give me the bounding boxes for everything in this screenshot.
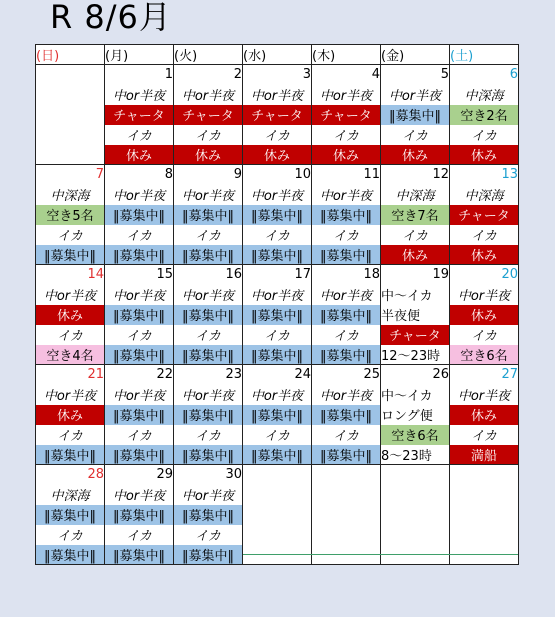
empty-cell [243, 485, 312, 505]
date-number: 2 [174, 65, 243, 85]
status-boshu: ‖募集中‖ [105, 345, 174, 365]
status-boshu: ‖募集中‖ [312, 205, 381, 225]
day-status-row [36, 345, 519, 365]
trip-type-label: 中or半夜 [174, 185, 243, 205]
trip-type-label: 中or半夜 [105, 185, 174, 205]
trip-type-label: 中or半夜 [312, 85, 381, 105]
date-number: 20 [450, 265, 519, 285]
trip-type-label: 中or半夜 [312, 385, 381, 405]
calendar-grid [35, 44, 519, 565]
trip-type-label: 中or半夜 [243, 85, 312, 105]
status-boshu: ‖募集中‖ [312, 345, 381, 365]
status-yasumi: 休み [450, 305, 519, 325]
status-yasumi: 休み [174, 145, 243, 165]
trip-type-label: イカ [174, 325, 243, 345]
night-status-row [36, 405, 519, 425]
night-trip-row [36, 285, 519, 305]
trip-type-label: イカ [450, 225, 519, 245]
trip-type-label: イカ [36, 225, 105, 245]
status-boshu: ‖募集中‖ [36, 505, 105, 525]
date-number: 21 [36, 365, 105, 385]
trip-type-label: イカ [174, 225, 243, 245]
empty-cell [36, 125, 105, 145]
status-chaata: チャータ [312, 105, 381, 125]
trip-type-label: イカ [174, 125, 243, 145]
status-chaata: チャータ [105, 105, 174, 125]
date-row [36, 365, 519, 385]
weekday-header-thu: (木) [312, 45, 381, 65]
status-boshu: ‖募集中‖ [174, 405, 243, 425]
date-number: 17 [243, 265, 312, 285]
trip-type-label: イカ [174, 425, 243, 445]
trip-type-label: イカ [105, 425, 174, 445]
date-number: 11 [312, 165, 381, 185]
trip-type-label: 中or半夜 [450, 385, 519, 405]
trip-type-label: イカ [312, 225, 381, 245]
empty-date-cell [312, 465, 381, 485]
trip-type-label: 中or半夜 [243, 285, 312, 305]
date-number: 15 [105, 265, 174, 285]
status-aki: 空き6名 [381, 425, 450, 445]
trip-type-label: イカ [450, 125, 519, 145]
trip-type-label: イカ [243, 125, 312, 145]
trip-type-label: 中or半夜 [312, 185, 381, 205]
trip-type-label: イカ [450, 325, 519, 345]
status-boshu: ‖募集中‖ [36, 445, 105, 465]
status-boshu: ‖募集中‖ [243, 345, 312, 365]
status-boshu: ‖募集中‖ [243, 305, 312, 325]
status-boshu: ‖募集中‖ [174, 205, 243, 225]
empty-cell [381, 525, 450, 545]
status-manzen: 満船 [450, 445, 519, 465]
status-boshu: ‖募集中‖ [174, 445, 243, 465]
status-boshu: ‖募集中‖ [312, 305, 381, 325]
status-boshu: ‖募集中‖ [243, 445, 312, 465]
status-boshu: ‖募集中‖ [105, 205, 174, 225]
trip-type-label: イカ [381, 125, 450, 145]
status-plain: 半夜便 [381, 305, 450, 325]
trip-type-label: 中or半夜 [36, 385, 105, 405]
trip-type-label: 中or半夜 [312, 285, 381, 305]
trip-type-label: イカ [105, 125, 174, 145]
status-aki: 空き5名 [36, 205, 105, 225]
trip-type-label: 中深海 [450, 185, 519, 205]
weekday-header-row [36, 45, 519, 65]
date-number: 9 [174, 165, 243, 185]
empty-date-cell [450, 465, 519, 485]
status-chaata: チャータ [174, 105, 243, 125]
trip-type-label: イカ [312, 125, 381, 145]
trip-type-label: イカ [105, 525, 174, 545]
status-boshu: ‖募集中‖ [105, 445, 174, 465]
date-number: 16 [174, 265, 243, 285]
night-status-row [36, 105, 519, 125]
date-number: 5 [381, 65, 450, 85]
date-number: 1 [105, 65, 174, 85]
status-boshu: ‖募集中‖ [105, 545, 174, 565]
status-boshu: ‖募集中‖ [36, 245, 105, 265]
empty-cell [36, 105, 105, 125]
weekday-header-sun: (日) [36, 45, 105, 65]
night-trip-row [36, 85, 519, 105]
trip-type-label: イカ [243, 325, 312, 345]
date-number: 6 [450, 65, 519, 85]
empty-date-cell [381, 465, 450, 485]
trip-type-label: 中or半夜 [174, 485, 243, 505]
status-boshu: ‖募集中‖ [243, 245, 312, 265]
status-chaata: チャータ [243, 105, 312, 125]
trip-type-label: イカ [36, 325, 105, 345]
night-status-row [36, 305, 519, 325]
trip-type-label: 中深海 [36, 485, 105, 505]
trip-type-label: 中or半夜 [381, 85, 450, 105]
day-trip-row [36, 525, 519, 545]
day-status-row [36, 445, 519, 465]
status-plain: ロング便 [381, 405, 450, 425]
status-yasumi: 休み [450, 405, 519, 425]
status-yasumi: 休み [36, 305, 105, 325]
trip-type-label: 中or半夜 [105, 85, 174, 105]
status-aki: 空き7名 [381, 205, 450, 225]
status-yasumi: 休み [105, 145, 174, 165]
date-number: 13 [450, 165, 519, 185]
status-yasumi: 休み [450, 145, 519, 165]
status-boshu: ‖募集中‖ [174, 505, 243, 525]
status-boshu: ‖募集中‖ [381, 105, 450, 125]
empty-cell [381, 505, 450, 525]
date-number: 22 [105, 365, 174, 385]
status-boshu: ‖募集中‖ [105, 405, 174, 425]
trip-type-label: 中or半夜 [105, 285, 174, 305]
status-boshu: ‖募集中‖ [243, 205, 312, 225]
status-yasumi: 休み [243, 145, 312, 165]
weekday-header-fri: (金) [381, 45, 450, 65]
date-number: 29 [105, 465, 174, 485]
day-trip-row [36, 225, 519, 245]
date-number: 30 [174, 465, 243, 485]
trip-type-label: 中深海 [381, 185, 450, 205]
date-number: 26 [381, 365, 450, 385]
date-number: 3 [243, 65, 312, 85]
trip-type-label: イカ [36, 525, 105, 545]
day-trip-row [36, 325, 519, 345]
trip-type-label: 中or半夜 [243, 385, 312, 405]
trip-type-label: 中or半夜 [243, 185, 312, 205]
trip-type-label: イカ [243, 225, 312, 245]
trip-type-label: イカ [312, 325, 381, 345]
status-boshu: ‖募集中‖ [36, 545, 105, 565]
night-trip-row [36, 185, 519, 205]
empty-cell [381, 485, 450, 505]
status-boshu: ‖募集中‖ [174, 545, 243, 565]
weekday-header-mon: (月) [105, 45, 174, 65]
trip-type-label: 中or半夜 [105, 385, 174, 405]
empty-cell [450, 525, 519, 545]
trip-type-label: イカ [243, 425, 312, 445]
status-boshu: ‖募集中‖ [105, 245, 174, 265]
date-number: 19 [381, 265, 450, 285]
status-akipink: 空き4名 [36, 345, 105, 365]
status-yasumi: 休み [450, 245, 519, 265]
date-number: 23 [174, 365, 243, 385]
empty-cell [312, 525, 381, 545]
status-yasumi: 休み [36, 405, 105, 425]
trip-type-label: 中or半夜 [174, 285, 243, 305]
empty-cell [450, 505, 519, 525]
trip-type-label: イカ [450, 425, 519, 445]
status-akipink: 空き6名 [450, 345, 519, 365]
trip-type-label: 中深海 [450, 85, 519, 105]
empty-cell [36, 145, 105, 165]
status-chaata: チャータ [381, 325, 450, 345]
trip-type-label: イカ [36, 425, 105, 445]
empty-cell [243, 505, 312, 525]
night-trip-row [36, 485, 519, 505]
status-yasumi: 休み [381, 245, 450, 265]
weekday-header-sat: (土) [450, 45, 519, 65]
status-boshu: ‖募集中‖ [174, 245, 243, 265]
date-row [36, 265, 519, 285]
trip-type-label: 中～イカ [381, 285, 450, 305]
trip-type-label: イカ [174, 525, 243, 545]
date-row [36, 465, 519, 485]
weekday-header-wed: (水) [243, 45, 312, 65]
night-status-row [36, 205, 519, 225]
day-status-row [36, 245, 519, 265]
date-number: 28 [36, 465, 105, 485]
trip-type-label: イカ [381, 225, 450, 245]
trip-type-label: 中or半夜 [174, 385, 243, 405]
empty-cell [312, 505, 381, 525]
trip-type-label: 中～イカ [381, 385, 450, 405]
date-number: 8 [105, 165, 174, 185]
date-number: 12 [381, 165, 450, 185]
status-yasumi: 休み [312, 145, 381, 165]
night-trip-row [36, 385, 519, 405]
night-status-row [36, 505, 519, 525]
trip-type-label: 中or半夜 [105, 485, 174, 505]
calendar-title: R 8/6月 [50, 0, 172, 36]
trip-type-label: 中or半夜 [450, 285, 519, 305]
status-plain: 12～23時 [381, 345, 450, 365]
trip-type-label: イカ [105, 325, 174, 345]
empty-date-cell [36, 65, 105, 85]
date-row [36, 65, 519, 85]
day-status-row [36, 145, 519, 165]
weekday-header-tue: (火) [174, 45, 243, 65]
status-aki: 空き2名 [450, 105, 519, 125]
date-number: 25 [312, 365, 381, 385]
green-line-divider [243, 554, 518, 555]
trip-type-label: 中深海 [36, 185, 105, 205]
empty-cell [450, 485, 519, 505]
status-boshu: ‖募集中‖ [312, 445, 381, 465]
trip-type-label: 中or半夜 [36, 285, 105, 305]
status-plain: 8～23時 [381, 445, 450, 465]
status-yasumi: 休み [381, 145, 450, 165]
status-boshu: ‖募集中‖ [105, 305, 174, 325]
trip-type-label: 中or半夜 [174, 85, 243, 105]
date-number: 4 [312, 65, 381, 85]
date-number: 7 [36, 165, 105, 185]
status-boshu: ‖募集中‖ [174, 305, 243, 325]
date-number: 10 [243, 165, 312, 185]
empty-cell [312, 485, 381, 505]
status-boshu: ‖募集中‖ [312, 245, 381, 265]
day-trip-row [36, 125, 519, 145]
date-row [36, 165, 519, 185]
empty-date-cell [243, 465, 312, 485]
status-chaata: チャータ [450, 205, 519, 225]
status-boshu: ‖募集中‖ [312, 405, 381, 425]
trip-type-label: イカ [105, 225, 174, 245]
empty-cell [243, 525, 312, 545]
date-number: 14 [36, 265, 105, 285]
empty-cell [36, 85, 105, 105]
date-number: 18 [312, 265, 381, 285]
day-trip-row [36, 425, 519, 445]
date-number: 27 [450, 365, 519, 385]
date-number: 24 [243, 365, 312, 385]
status-boshu: ‖募集中‖ [174, 345, 243, 365]
trip-type-label: イカ [312, 425, 381, 445]
status-boshu: ‖募集中‖ [243, 405, 312, 425]
status-boshu: ‖募集中‖ [105, 505, 174, 525]
